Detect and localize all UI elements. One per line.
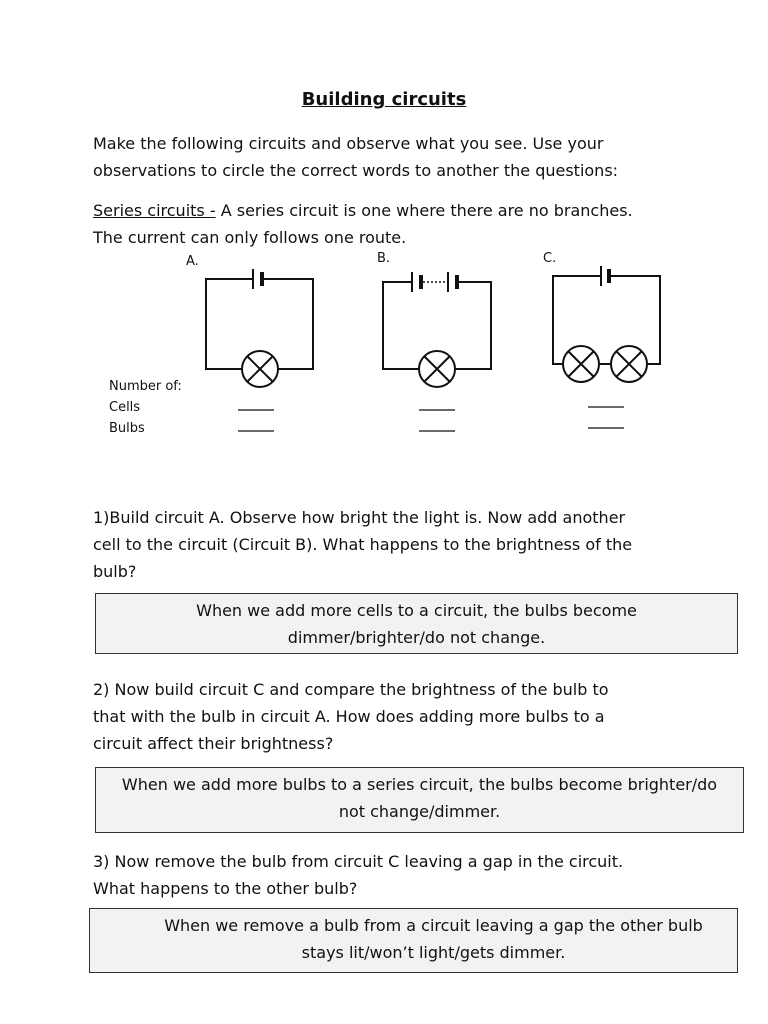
- q2-line-1: 2) Now build circuit C and compare the brightness of the bulb to: [93, 680, 609, 699]
- cells-label: Cells: [109, 400, 141, 415]
- q2-line-3: circuit affect their brightness?: [93, 734, 334, 753]
- q2-answer-line-2: not change/dimmer.: [338, 802, 501, 821]
- series-line-2: The current can only follows one route.: [93, 228, 407, 247]
- circuit-a-diagram: [206, 269, 313, 387]
- q2-line-2: that with the bulb in circuit A. How does adding more bulbs to a: [93, 707, 605, 726]
- circuit-c-diagram: [553, 266, 660, 382]
- q1-line-3: bulb?: [93, 562, 137, 581]
- q3-answer-line-2: stays lit/won’t light/gets dimmer.: [301, 943, 566, 962]
- q3-answer-box[interactable]: [89, 908, 738, 973]
- q1-line-1: 1)Build circuit A. Observe how bright the light is. Now add another: [93, 508, 626, 527]
- intro-line-1: Make the following circuits and observe what you see. Use your: [93, 134, 604, 153]
- q3-answer-line-1: When we remove a bulb from a circuit leaving a gap the other bulb: [164, 916, 703, 935]
- circuit-a-label: A.: [186, 254, 199, 269]
- circuit-b-label: B.: [377, 251, 391, 266]
- q3-line-1: 3) Now remove the bulb from circuit C leaving a gap in the circuit.: [93, 852, 624, 871]
- circuit-b-diagram: [383, 272, 491, 387]
- intro-line-2: observations to circle the correct words to another the questions:: [93, 161, 619, 180]
- q1-answer-box[interactable]: [95, 593, 738, 654]
- q1-answer-line-1: When we add more cells to a circuit, the bulbs become: [196, 601, 637, 620]
- q2-answer-line-1: When we add more bulbs to a series circuit, the bulbs become brighter/do: [121, 775, 718, 794]
- series-heading: Series circuits -: [93, 201, 216, 220]
- q2-answer-box[interactable]: [95, 767, 744, 833]
- series-definition: A series circuit is one where there are no branches.: [215, 201, 633, 220]
- q1-line-2: cell to the circuit (Circuit B). What happens to the brightness of the: [93, 535, 633, 554]
- number-of-label: Number of:: [109, 379, 182, 394]
- page-title: Building circuits: [301, 89, 467, 110]
- circuit-c-label: C.: [543, 251, 557, 266]
- bulbs-label: Bulbs: [109, 421, 145, 436]
- q1-answer-line-2: dimmer/brighter/do not change.: [287, 628, 546, 647]
- q3-line-2: What happens to the other bulb?: [93, 879, 358, 898]
